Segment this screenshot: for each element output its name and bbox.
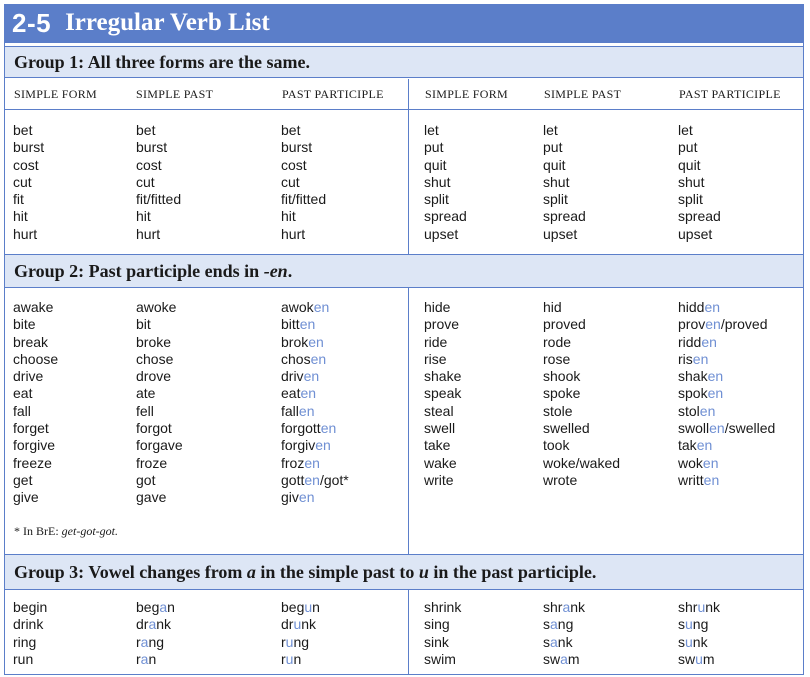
verb-form: hid [543,299,562,315]
participle-ending: m [702,650,715,667]
verb-form [281,651,320,668]
verb-form: hit [281,208,296,225]
participle-stem: brok [281,333,309,350]
verb-form [678,616,720,633]
verb-form: steal [424,402,454,419]
participle-ending: n [312,599,320,615]
verb-form: got [136,471,156,488]
verb-form [678,472,775,489]
verb-form [678,437,775,454]
header-simple-form: SIMPLE FORM [14,87,97,101]
verb-form: bet [136,122,156,138]
verb-form [678,403,775,420]
past-ending: n [167,599,175,615]
group1-divider [408,79,409,255]
verb-form: hit [136,208,151,225]
participle-stem: s [678,633,685,650]
verb-form: cost [136,156,162,173]
verb-form [678,299,775,316]
verb-form: spread [678,208,721,225]
participle-suffix: en [313,299,330,315]
participle-stem: awok [281,299,314,315]
group3-divider [408,590,409,675]
verb-form: spoke [543,385,581,402]
participle-stem: froz [281,454,305,471]
group3-heading-vowel-u: u [418,561,429,582]
group3-left-simple-form [13,599,47,668]
participle-stem: spok [678,385,708,402]
verb-form: upset [543,225,578,242]
participle-stem: wok [678,454,703,471]
past-ending: nk [557,633,573,650]
participle-suffix: en [304,454,320,471]
verb-form: hurt [13,225,38,242]
verb-form: shrink [424,599,462,615]
group2-heading-suffix: -en [263,260,288,281]
verb-form: hide [424,299,451,315]
verb-form: burst [13,139,45,156]
participle-stem: stol [678,402,700,419]
participle-stem: beg [281,599,305,615]
verb-form: drive [13,368,44,385]
verb-form: chose [136,350,174,367]
past-vowel: a [550,633,558,650]
past-stem: s [543,616,550,633]
participle-suffix: en [320,420,337,437]
participle-suffix: en [699,402,716,419]
past-vowel: a [148,616,157,633]
verb-form: proved [543,316,586,333]
participle-ending: ng [692,616,709,633]
verb-form: fit [13,191,24,208]
verb-form: spread [543,208,586,225]
verb-form: shut [543,173,570,190]
past-ending: n [148,650,157,667]
verb-form: awoke [136,299,177,315]
verb-form: rode [543,333,572,350]
verb-form: drink [13,616,44,633]
verb-form [678,651,720,668]
participle-suffix: en [298,402,315,419]
group1-left-past-participle [281,122,326,243]
group3-right-simple-past [543,599,585,668]
verb-form: fall [13,402,31,419]
verb-form: split [678,191,703,208]
group3-left-past-participle [281,599,320,668]
verb-form: shake [424,368,462,385]
title-bar [4,4,804,42]
verb-form: rise [424,350,447,367]
participle-suffix: en [315,437,331,454]
verb-form [281,634,320,651]
participle-suffix: en [709,420,725,437]
participle-suffix: en [707,368,724,385]
participle-suffix: en [300,385,317,402]
participle-stem: forgiv [281,437,316,454]
verb-form: quit [424,156,447,173]
group1-right-past-participle [678,122,721,243]
verb-form [281,616,320,633]
participle-stem: r [281,650,286,667]
verb-form [678,334,775,351]
group1-left-simple-past [136,122,181,243]
participle-suffix: en [707,385,724,402]
verb-form: woke/waked [543,454,621,471]
verb-form: took [543,437,570,454]
verb-form: run [13,650,34,667]
past-vowel: a [560,650,568,667]
verb-form: forgive [13,437,56,454]
verb-form [281,472,349,489]
participle-vowel: u [293,616,302,633]
group3-right-simple-form [424,599,461,668]
verb-form: hurt [281,225,306,242]
verb-form: bite [13,316,36,333]
participle-stem: s [678,616,685,633]
verb-form [281,489,349,506]
participle-stem: forgott [281,420,321,437]
verb-form: break [13,333,49,350]
verb-form [678,368,775,385]
verb-form: bet [281,122,301,138]
verb-form [678,351,775,368]
verb-form: cost [13,156,39,173]
verb-form: quit [543,156,566,173]
group3-heading [5,554,803,590]
participle-suffix: en [304,471,320,488]
header-simple-form-right: SIMPLE FORM [425,87,508,101]
participle-suffix: en [703,471,720,488]
participle-stem: r [281,633,286,650]
verb-form: eat [13,385,33,402]
participle-stem: ridd [678,333,702,350]
verb-form [281,420,349,437]
group3-left-simple-past [136,599,175,668]
participle-ending: nk [692,633,708,650]
verb-form: stole [543,402,573,419]
verb-form [678,420,775,437]
verb-form [543,634,585,651]
verb-form: let [543,122,558,138]
verb-form [678,385,775,402]
group2-heading-text: Group 2: Past participle ends in [14,260,260,281]
verb-form: froze [136,454,168,471]
participle-ending: nk [705,599,721,615]
verb-form: let [678,122,693,138]
verb-form: upset [678,225,713,242]
verb-form: get [13,471,33,488]
past-vowel: a [562,599,571,615]
participle-ending: n [293,650,302,667]
verb-form [678,634,720,651]
participle-suffix: en [704,299,721,315]
participle-stem: sw [678,650,696,667]
past-ending: nk [156,616,172,633]
group2-left-past-participle [281,299,349,507]
participle-alternate: /got* [319,471,349,488]
past-ending: m [567,650,580,667]
past-ending: ng [557,616,574,633]
past-ending: nk [570,599,586,615]
group1-left-simple-form [13,122,44,243]
past-stem: s [543,633,550,650]
verb-form: put [678,139,698,156]
past-stem: beg [136,599,160,615]
verb-form: forget [13,420,49,437]
group2-heading-end: . [287,260,293,281]
verb-form: put [543,139,563,156]
group1-heading-text: Group 1: All three forms are the same. [14,51,310,72]
verb-form: fell [136,402,154,419]
participle-alternate: /swelled [724,420,776,437]
verb-form: rose [543,350,571,367]
verb-form [136,599,175,616]
verb-form: bet [13,122,33,138]
verb-form: burst [136,139,168,156]
group2-right-past-participle [678,299,775,489]
participle-stem: driv [281,368,304,385]
verb-form [136,616,175,633]
verb-form: cut [13,173,32,190]
group2-divider [408,288,409,555]
participle-suffix: en [705,316,721,333]
participle-stem: shr [678,599,698,615]
verb-form [543,651,585,668]
verb-form: forgot [136,420,172,437]
verb-form: wake [424,454,457,471]
participle-stem: shak [678,368,708,385]
participle-stem: writt [678,471,704,488]
verb-form: speak [424,385,462,402]
past-vowel: a [159,599,168,615]
group1-heading [5,46,803,78]
verb-form: forgave [136,437,183,454]
header-simple-past: SIMPLE PAST [136,87,214,101]
participle-stem: bitt [281,316,300,333]
verb-form: cost [281,156,307,173]
group3-right-past-participle [678,599,720,668]
verb-form: drove [136,368,172,385]
participle-vowel: u [685,616,693,633]
verb-form: burst [281,139,313,156]
footnote [14,524,118,539]
past-vowel: a [140,633,149,650]
verb-form: begin [13,599,48,615]
verb-form: shook [543,368,581,385]
participle-ending: nk [301,616,317,633]
participle-vowel: u [304,599,313,615]
verb-form [281,385,349,402]
verb-form: bit [136,316,151,333]
verb-form [678,316,775,333]
verb-form: give [13,489,39,506]
verb-form: take [424,437,451,454]
verb-form [281,455,349,472]
header-simple-past-right: SIMPLE PAST [544,87,622,101]
participle-stem: gott [281,471,305,488]
participle-ending: ng [293,633,310,650]
verb-form [678,599,720,616]
past-stem: r [136,633,141,650]
group2-right-simple-past [543,299,620,489]
participle-stem: prov [678,316,706,333]
group2-right-simple-form [424,299,461,489]
verb-form [281,437,349,454]
group2-heading [5,254,803,288]
header-past-participle-right: PAST PARTICIPLE [679,87,781,101]
participle-stem: tak [678,437,697,454]
chart-number: 2-5 [12,7,52,38]
participle-stem: eat [281,385,301,402]
verb-form [136,651,175,668]
verb-form: fit/fitted [136,191,182,208]
verb-form: hurt [136,225,161,242]
verb-form: choose [13,350,59,367]
participle-stem: dr [281,616,294,633]
participle-vowel: u [285,650,294,667]
participle-vowel: u [695,650,703,667]
participle-vowel: u [685,633,693,650]
verb-form [281,316,349,333]
participle-stem: fall [281,402,299,419]
verb-form: sing [424,616,450,633]
participle-stem: giv [281,489,299,506]
verb-form: swelled [543,420,590,437]
header-past-participle: PAST PARTICIPLE [282,87,384,101]
verb-form [281,334,349,351]
verb-form [678,455,775,472]
participle-suffix: en [702,454,719,471]
verb-form: wrote [543,471,578,488]
group2-left-simple-form [13,299,58,507]
verb-form: cut [136,173,155,190]
verb-form [281,299,349,316]
participle-suffix: en [696,437,713,454]
verb-form: shut [424,173,451,190]
verb-form [543,616,585,633]
verb-form: shut [678,173,705,190]
verb-form [281,351,349,368]
participle-suffix: en [303,368,320,385]
verb-form: spread [424,208,467,225]
past-vowel: a [140,650,149,667]
footnote-forms: get-got-got. [61,524,118,538]
group1-right-simple-form [424,122,467,243]
participle-suffix: en [298,489,315,506]
group3-heading-text: Group 3: Vowel changes from [14,561,243,582]
group2-left-simple-past [136,299,183,507]
verb-form: write [424,471,454,488]
participle-stem: hidd [678,299,705,315]
verb-form: sink [424,633,449,650]
participle-alternate: /proved [720,316,768,333]
group3-heading-vowel-a: a [246,561,256,582]
verb-form: fit/fitted [281,191,327,208]
verb-form: split [424,191,449,208]
past-ending: ng [148,633,165,650]
verb-form: awake [13,299,54,315]
group1-right-simple-past [543,122,586,243]
verb-form [281,368,349,385]
participle-suffix: en [692,350,709,367]
group3-heading-end: in the past participle. [433,561,597,582]
verb-form: ride [424,333,448,350]
past-stem: shr [543,599,563,615]
past-vowel: a [550,616,558,633]
verb-form: split [543,191,568,208]
verb-form: freeze [13,454,52,471]
verb-form: ring [13,633,37,650]
verb-form [136,634,175,651]
participle-suffix: en [701,333,717,350]
verb-form: ate [136,385,156,402]
past-stem: r [136,650,141,667]
verb-form: gave [136,489,167,506]
participle-suffix: en [308,333,324,350]
verb-form: swell [424,420,456,437]
page-title: Irregular Verb List [65,9,270,36]
participle-stem: ris [678,350,693,367]
verb-form: hit [13,208,28,225]
verb-form [281,403,349,420]
participle-vowel: u [697,599,706,615]
verb-form: put [424,139,444,156]
verb-form [543,599,585,616]
verb-form: quit [678,156,701,173]
verb-form: prove [424,316,460,333]
verb-form: cut [281,173,300,190]
verb-form [281,599,320,616]
group3-heading-mid: in the simple past to [260,561,415,582]
participle-stem: swoll [678,420,710,437]
verb-form: swim [424,650,456,667]
participle-suffix: en [310,350,327,367]
group1-column-headers [5,78,803,110]
participle-stem: chos [281,350,311,367]
past-stem: dr [136,616,149,633]
past-stem: sw [543,650,561,667]
participle-suffix: en [299,316,316,333]
verb-form: upset [424,225,459,242]
verb-form: broke [136,333,172,350]
verb-form: let [424,122,439,138]
footnote-label: * In BrE: [14,524,62,538]
participle-vowel: u [285,633,294,650]
